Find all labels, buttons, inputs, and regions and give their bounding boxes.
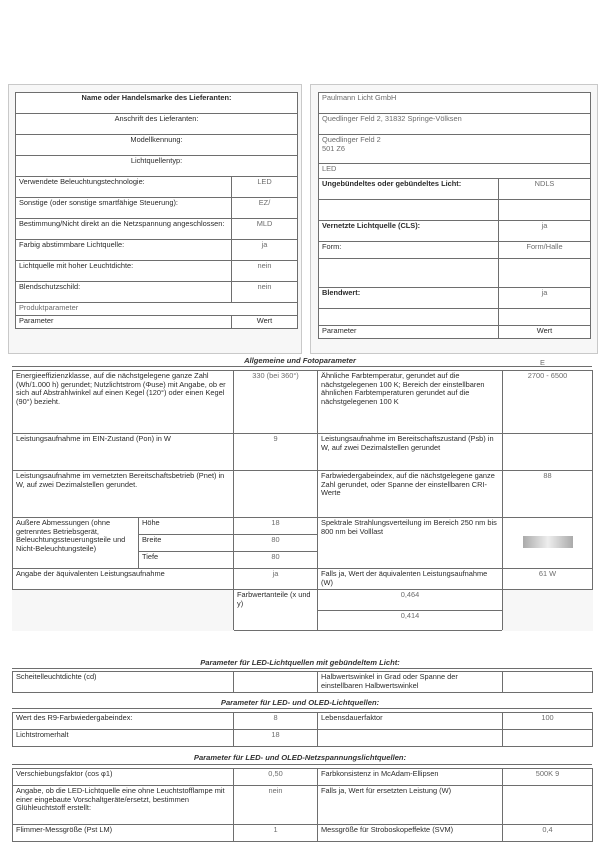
row-label: Sonstige (oder sonstige smartfähige Steuerung): [16, 198, 232, 219]
mains-table [12, 768, 593, 842]
equivalent-power-label: Angabe der äquivalenten Leistungsaufnahme [13, 569, 234, 590]
row-label: Verwendete Beleuchtungstechnologie: [16, 177, 232, 198]
row-label: Messgröße für Stroboskopeffekte (SVM) [318, 825, 503, 842]
parameter-header: Parameter [319, 326, 499, 339]
light-source-type-label: Lichtquellentyp: [16, 156, 298, 177]
spectral-distribution-label: Spektrale Strahlungsverteilung im Bereich 250 nm bis 800 nm bei Volllast [318, 518, 503, 569]
model-value-line2: 501 Z6 [322, 143, 346, 153]
row-value: 9 [234, 434, 318, 471]
row-value: Form/Halle [499, 242, 591, 259]
row-value: 0,4 [503, 825, 593, 842]
row-label: Blendwert: [319, 288, 499, 309]
equivalent-power-value: ja [234, 569, 318, 590]
dimension-name: Höhe [139, 518, 234, 535]
row-label: Leistungsaufnahme im EIN-Zustand (Pon) in W [13, 434, 234, 471]
light-source-type-value: LED [319, 164, 591, 179]
row-value: ja [499, 288, 591, 309]
band-rule [12, 366, 592, 367]
supplier-address-value: Quedlinger Feld 2, 31832 Springe-Völksen [319, 114, 591, 135]
row-value: 88 [503, 471, 593, 518]
row-label: Farbwiedergabeindex, auf die nächstgelegene ganze Zahl gerundet, oder Spanne der einstellbaren CRI-Werte [318, 471, 503, 518]
row-label: Bestimmung/Nicht direkt an die Netzspannung angeschlossen: [16, 219, 232, 240]
dimensions-label: Außere Abmessungen (ohne getrenntes Betriebsgerät, Beleuchtungssteuerungsteile und Nicht-Beleuchtungsteile) [13, 518, 139, 569]
product-parameter-label: Produktparameter [16, 303, 298, 316]
row-label [318, 730, 503, 747]
row-value: 500K 9 [503, 769, 593, 786]
model-identifier-label: Modellkennung: [16, 135, 298, 156]
equivalent-power-right-value: 61 W [503, 569, 593, 590]
row-label: Vernetzte Lichtquelle (CLS): [319, 221, 499, 242]
row-label: Angabe, ob die LED-Lichtquelle eine ohne Leuchtstofflampe mit einer eingebaute Vorschaltgeräte/ersetzt, bestimmen Glühleuchtstoff erstellt: [13, 786, 234, 825]
supplier-name-label: Name oder Handelsmarke des Lieferanten: [16, 93, 298, 114]
row-value: nein [232, 282, 298, 303]
general-table [12, 370, 593, 631]
top-right-table [318, 92, 591, 339]
row-value: 1 [234, 825, 318, 842]
equivalent-power-right-label: Falls ja, Wert der äquivalenten Leistungsaufnahme (W) [318, 569, 503, 590]
value-header: Wert [499, 326, 591, 339]
band-rule [12, 668, 592, 669]
row-value: 8 [234, 713, 318, 730]
row-value: MLD [232, 219, 298, 240]
peak-luminance-label: Scheitelleuchtdichte (cd) [13, 672, 234, 693]
row-value: LED [232, 177, 298, 198]
row-value [503, 786, 593, 825]
directional-band: Parameter für LED-Lichtquellen mit gebündeltem Licht: [200, 658, 400, 667]
band-rule [12, 764, 592, 765]
row-label: Ungebündeltes oder gebündeltes Licht: [319, 179, 499, 200]
row-label: Lichtstromerhalt [13, 730, 234, 747]
supplier-address-label: Anschrift des Lieferanten: [16, 114, 298, 135]
row-label: Flimmer-Messgröße (Pst LM) [13, 825, 234, 842]
dimension-value: 80 [234, 535, 318, 552]
row-label: Lebensdauerfaktor [318, 713, 503, 730]
row-label: Lichtquelle mit hoher Leuchtdichte: [16, 261, 232, 282]
row-value [503, 730, 593, 747]
chromaticity-x: 0,464 [318, 590, 503, 611]
parameter-header: Parameter [16, 316, 232, 329]
band-rule [12, 708, 592, 709]
value-header: Wert [232, 316, 298, 329]
row-value: nein [232, 261, 298, 282]
top-left-table [15, 92, 298, 329]
row-label: Wert des R9-Farbwiedergabeindex: [13, 713, 234, 730]
chromaticity-label: Farbwertanteile (x und y) [234, 590, 318, 631]
row-value: EZ/ [232, 198, 298, 219]
row-value: 0,50 [234, 769, 318, 786]
row-label: Verschiebungsfaktor (cos φ1) [13, 769, 234, 786]
row-label: Energieeffizienzklasse, auf die nächstgelegene ganze Zahl (Wh/1.000 h) gerundet; Nutzlichtstrom (Φuse) mit Angabe, ob er sich auf Abstrahlwinkel auf einen Kegel (120°) oder einen Kegel (90°) bezieht. [13, 371, 234, 434]
row-value: 330 (bei 360°) [234, 371, 318, 434]
row-label: Leistungsaufnahme im vernetzten Bereitschaftsbetrieb (Pnet) in W, auf zwei Dezimalstellen gerundet. [13, 471, 234, 518]
row-label: Farbig abstimmbare Lichtquelle: [16, 240, 232, 261]
led-table [12, 712, 593, 747]
row-label: Leistungsaufnahme im Bereitschaftszustand (Psb) in W, auf zwei Dezimalstellen gerundet [318, 434, 503, 471]
dimension-value: 18 [234, 518, 318, 535]
row-value [234, 471, 318, 518]
row-value: nein [234, 786, 318, 825]
mains-band: Parameter für LED- und OLED-Netzspannungslichtquellen: [193, 753, 407, 762]
beam-angle-label: Halbwertswinkel in Grad oder Spanne der einstellbaren Halbwertswinkel [318, 672, 503, 693]
row-value: NDLS [499, 179, 591, 200]
row-value: ja [232, 240, 298, 261]
beam-angle-value [503, 672, 593, 693]
general-right-col-value: E [540, 358, 545, 367]
spectrum-graphic-icon [523, 536, 573, 548]
row-value [503, 434, 593, 471]
peak-luminance-value [234, 672, 318, 693]
row-label: Falls ja, Wert für ersetzten Leistung (W) [318, 786, 503, 825]
general-parameters-band: Allgemeine und Fotoparameter [244, 356, 356, 365]
row-value: 2700 - 6500 [503, 371, 593, 434]
dimension-name: Tiefe [139, 552, 234, 569]
row-label: Farbkonsistenz in McAdam-Ellipsen [318, 769, 503, 786]
row-label: Ähnliche Farbtemperatur, gerundet auf die nächstgelegenen 100 K; Bereich der einstellbaren ähnlichen Farbtemperaturen gerundet auf die nächstgelegenen 100 K [318, 371, 503, 434]
supplier-name-value: Paulmann Licht GmbH [319, 93, 591, 114]
led-band: Parameter für LED- und OLED-Lichtquellen: [220, 698, 380, 707]
row-label: Form: [319, 242, 499, 259]
directional-table [12, 671, 593, 693]
row-value: 18 [234, 730, 318, 747]
row-label: Blendschutzschild: [16, 282, 232, 303]
model-value-line1: Quedlinger Feld 2 [322, 135, 381, 144]
dimension-value: 80 [234, 552, 318, 569]
row-value: ja [499, 221, 591, 242]
dimension-name: Breite [139, 535, 234, 552]
chromaticity-y: 0,414 [318, 610, 503, 631]
row-value: 100 [503, 713, 593, 730]
